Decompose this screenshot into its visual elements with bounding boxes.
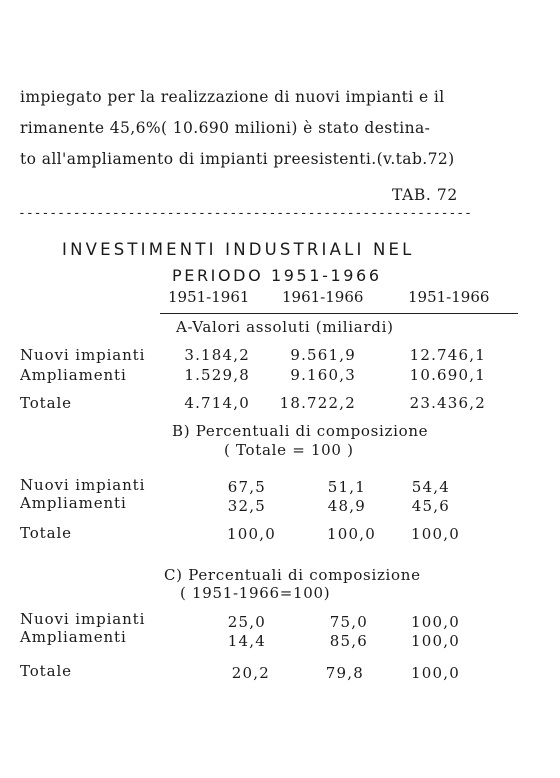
section-b-row-label-nuovi: Nuovi impianti	[20, 476, 146, 494]
section-a-cell: 9.561,9	[290, 346, 356, 364]
section-a-row-label-nuovi: Nuovi impianti	[20, 346, 146, 364]
section-a-cell: 1.529,8	[184, 366, 250, 384]
table-reference: TAB. 72	[392, 186, 458, 204]
column-header-1961-1966: 1961-1966	[282, 288, 364, 306]
section-a-cell: 18.722,2	[279, 394, 356, 412]
column-header-1951-1966: 1951-1966	[408, 288, 490, 306]
section-b-cell: 45,6	[411, 497, 450, 515]
section-c-cell: 79,8	[325, 664, 364, 682]
section-c-subtitle: ( 1951-1966=100)	[180, 584, 331, 602]
section-c-cell: 85,6	[329, 632, 368, 650]
table-title-line-2: PERIODO 1951-1966	[172, 266, 382, 285]
section-c-cell: 20,2	[231, 664, 270, 682]
section-b-cell: 51,1	[327, 478, 366, 496]
table-title-line-1: INVESTIMENTI INDUSTRIALI NEL	[62, 240, 415, 259]
section-c-row-label-ampliamenti: Ampliamenti	[20, 628, 127, 646]
section-a-cell: 3.184,2	[184, 346, 250, 364]
section-a-title: A-Valori assoluti (miliardi)	[176, 318, 394, 336]
section-b-cell: 48,9	[327, 497, 366, 515]
section-a-cell: 9.160,3	[290, 366, 356, 384]
section-a-row-label-ampliamenti: Ampliamenti	[20, 366, 127, 384]
section-a-row-label-totale: Totale	[20, 394, 72, 412]
section-a-cell: 10.690,1	[409, 366, 486, 384]
section-c-cell: 75,0	[329, 613, 368, 631]
section-a-cell: 23.436,2	[409, 394, 486, 412]
section-c-cell: 100,0	[411, 632, 460, 650]
section-b-cell: 32,5	[227, 497, 266, 515]
section-c-row-label-totale: Totale	[20, 662, 72, 680]
intro-line-1: impiegato per la realizzazione di nuovi impianti e il	[20, 88, 445, 106]
section-b-row-label-ampliamenti: Ampliamenti	[20, 494, 127, 512]
column-header-1951-1961: 1951-1961	[168, 288, 250, 306]
section-c-cell: 25,0	[227, 613, 266, 631]
section-c-title: C) Percentuali di composizione	[164, 566, 421, 584]
section-a-cell: 4.714,0	[184, 394, 250, 412]
section-b-subtitle: ( Totale = 100 )	[224, 441, 354, 459]
dashed-separator: ----------------------------------------------------------	[18, 206, 472, 221]
section-b-cell: 67,5	[227, 478, 266, 496]
section-c-cell: 100,0	[411, 664, 460, 682]
section-c-row-label-nuovi: Nuovi impianti	[20, 610, 146, 628]
section-b-cell: 100,0	[227, 525, 276, 543]
header-rule	[160, 313, 518, 314]
section-c-cell: 100,0	[411, 613, 460, 631]
intro-line-2: rimanente 45,6%( 10.690 milioni) è stato destina-	[20, 119, 431, 137]
section-b-cell: 100,0	[327, 525, 376, 543]
section-a-cell: 12.746,1	[409, 346, 486, 364]
section-c-cell: 14,4	[227, 632, 266, 650]
section-b-cell: 100,0	[411, 525, 460, 543]
section-b-title: B) Percentuali di composizione	[172, 422, 429, 440]
intro-line-3: to all'ampliamento di impianti preesistenti.(v.tab.72)	[20, 150, 455, 168]
section-b-row-label-totale: Totale	[20, 524, 72, 542]
section-b-cell: 54,4	[411, 478, 450, 496]
